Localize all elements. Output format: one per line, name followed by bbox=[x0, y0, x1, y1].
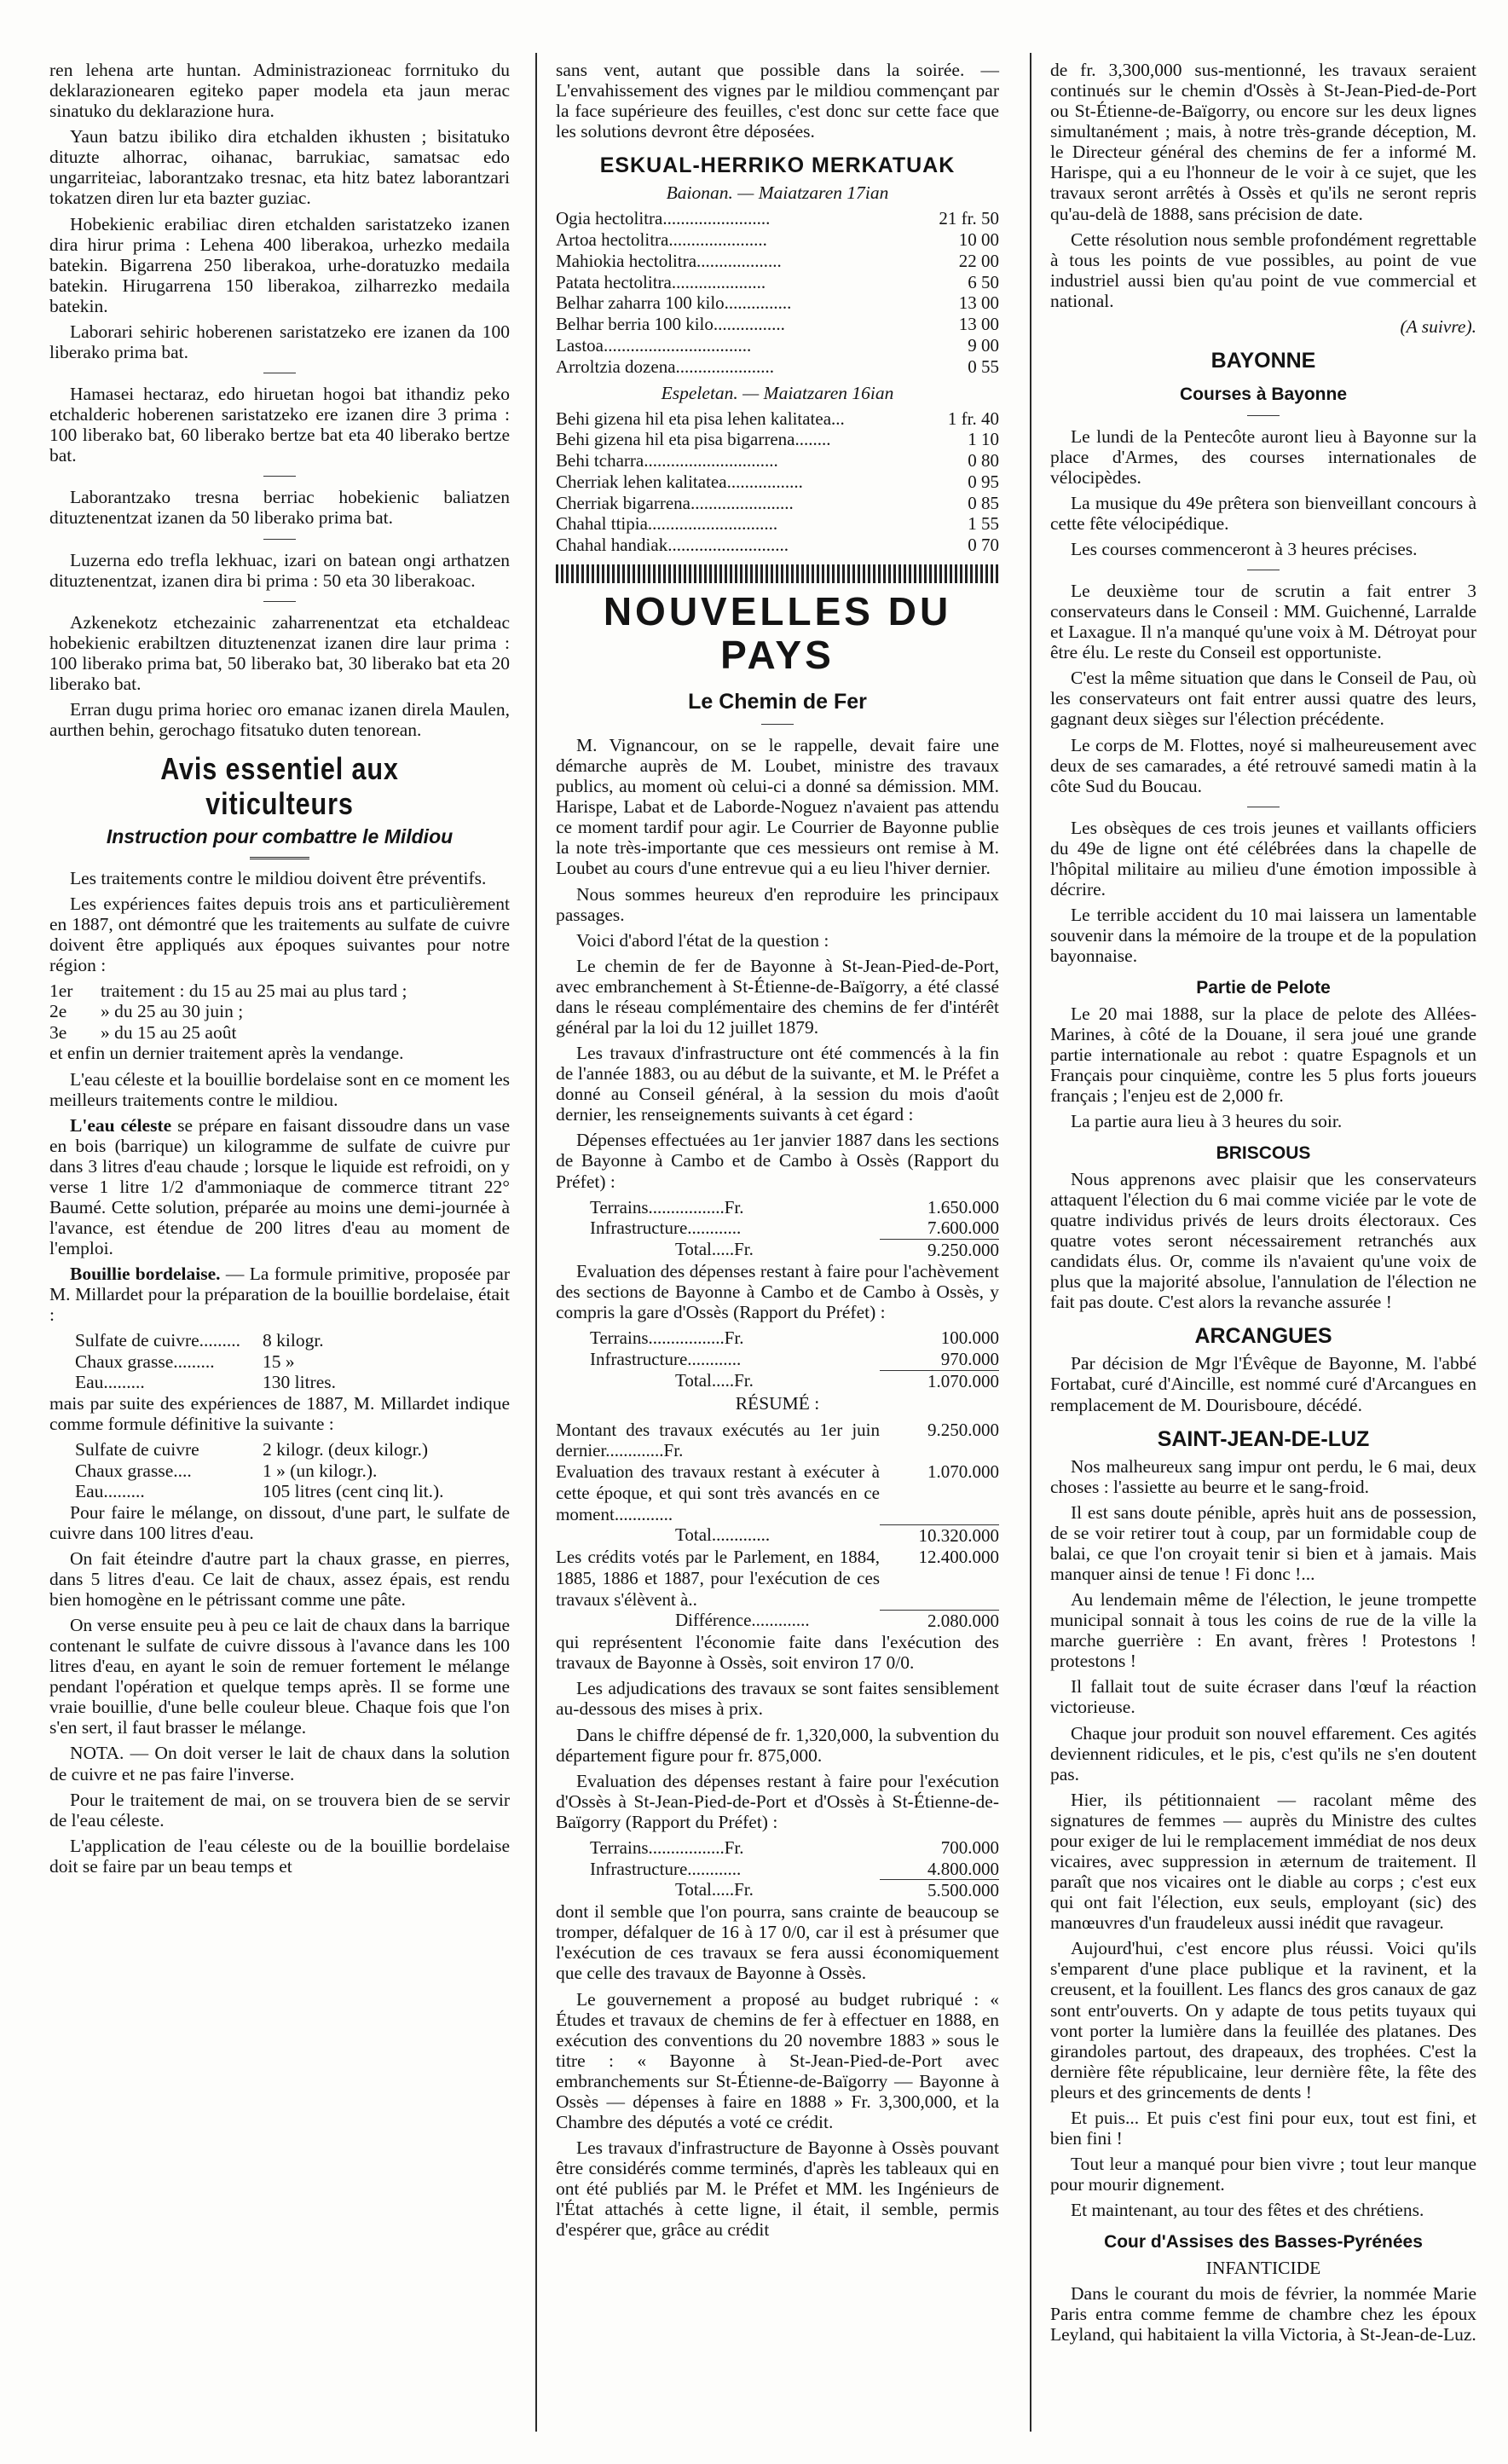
treatment-row: 2e » du 25 au 30 juin ; bbox=[49, 1001, 244, 1022]
paragraph: C'est la même situation que dans le Conseil de Pau, où les conservateurs ont fait entrer aussi quatre des leurs, gagnant deux sièges sur l'élection précédente. bbox=[1050, 668, 1476, 730]
table-total: Total.....Fr. 5.500.000 bbox=[675, 1879, 999, 1901]
price-row: Cherriak lehen kalitatea................. 0 95 bbox=[556, 471, 999, 492]
bold-term: L'eau céleste bbox=[70, 1114, 172, 1136]
paragraph: La musique du 49e prêtera son bienveillant concours à cette fête vélocipédique. bbox=[1050, 492, 1476, 534]
recipe-row: Eau......... 105 litres (cent cinq lit.). bbox=[75, 1481, 444, 1502]
recipe-list bbox=[49, 1330, 510, 1393]
merkatuak-title: ESKUAL-HERRIKO MERKATUAK bbox=[599, 153, 956, 178]
section-title: ARCANGUES bbox=[1194, 1324, 1332, 1349]
table-row: Terrains.................Fr. 1.650.000 bbox=[590, 1196, 999, 1218]
paragraph: Tout leur a manqué pour bien vivre ; tout leur manque pour mourir dignement. bbox=[1050, 2154, 1476, 2195]
paragraph: M. Vignancour, on se le rappelle, devait faire une démarche auprès de M. Loubet, ministre des travaux publics, au moment où celui-ci a donné sa démission. MM. Harispe, Labat et de Laborde-Noguez n'avaient pas attendu ce moment tardif pour agir. Le Courrier de Bayonne publie la note très-importante que ces messieurs ont remise à M. Loubet au cours d'une entrevue qui a eu lieu l'hiver dernier. bbox=[556, 734, 999, 879]
paragraph: dont il semble que l'on pourra, sans crainte de beaucoup se tromper, défalquer de 16 à 17 0/0, car il est à présumer que l'exécution de ces travaux se fera aussi économiquement que celle des travaux de Bayonne à Ossès. bbox=[556, 1901, 999, 1984]
paragraph: Chaque jour produit son nouvel effarement. Ces agités deviennent ridicules, et le pis, c'est qu'ils ne s'en doutent pas. bbox=[1050, 1722, 1476, 1784]
paragraph: Aujourd'hui, c'est encore plus réussi. Voici qu'ils s'emparent d'une place publique et la ravinent, et la creusent, et la fouillent. Les flancs des gros canaux de gaz sont entr'ouverts. On y adapte de tous petits tuyaux qui vont porter la lumière dans la feuillée des platanes. Des girandoles partout, des drapeaux, des trophées. C'est la dernière fête républicaine, leur dernière fête, la fête des pleurs et des grincements de dents ! bbox=[1050, 1938, 1476, 2102]
expense-table bbox=[556, 1420, 999, 1633]
recipe-row: Chaux grasse......... 15 » bbox=[75, 1351, 295, 1372]
section-title: Cour d'Assises des Basses-Pyrénées bbox=[1104, 2232, 1423, 2253]
paragraph: Bouillie bordelaise. — La formule primitive, proposée par M. Millardet pour la préparation de la bouillie bordelaise, était : bbox=[49, 1264, 510, 1326]
table-total: Total.....Fr. 1.070.000 bbox=[675, 1369, 999, 1391]
paragraph: Les traitements contre le mildiou doivent être préventifs. bbox=[70, 867, 487, 888]
paragraph: Pour le traitement de mai, on se trouvera bien de se servir de l'eau céleste. bbox=[49, 1789, 510, 1831]
recipe-row: Sulfate de cuivre......... 8 kilogr. bbox=[75, 1330, 324, 1351]
paragraph: Evaluation des dépenses restant à faire pour l'exécution d'Ossès à St-Jean-Pied-de-Port et d'Ossès à St-Étienne-de-Baïgorry (Rapport du Préfet) : bbox=[556, 1770, 999, 1832]
avis-title: Avis essentiel aux viticulteurs bbox=[160, 751, 399, 821]
paragraph: Le corps de M. Flottes, noyé si malheureusement avec deux de ses camarades, a été retrouvé samedi matin à la côte Sud du Boucau. bbox=[1050, 734, 1476, 796]
separator bbox=[761, 724, 794, 725]
treatment-row: 3e » du 15 au 25 août bbox=[49, 1021, 237, 1043]
recipe-row: Eau......... 130 litres. bbox=[75, 1372, 336, 1393]
bold-term: Bouillie bordelaise. bbox=[70, 1264, 221, 1285]
price-list-baionan bbox=[556, 208, 999, 377]
paragraph: Le terrible accident du 10 mai laissera un lamentable souvenir dans la mémoire de la troupe et de la population bayonnaise. bbox=[1050, 905, 1476, 967]
section-title: BRISCOUS bbox=[1216, 1143, 1311, 1164]
paragraph: L'eau céleste se prépare en faisant dissoudre dans un vase en bois (barrique) un kilogramme de sulfate de cuivre pur dans 3 litres d'eau chaude ; lorsque le liquide est refroidi, on y verse 1 litre 1/2 d'ammoniaque de commerce titrant 22° Baumé. Cette solution, préparée au moins une demi-journée à l'avance, est étendue de 200 litres d'eau au moment de l'emploi. bbox=[49, 1114, 510, 1259]
resume-label: RÉSUMÉ : bbox=[735, 1393, 820, 1414]
expense-table bbox=[556, 1837, 999, 1901]
price-row: Lastoa................................. 9 00 bbox=[556, 334, 999, 356]
price-row: Artoa hectolitra...................... 10 00 bbox=[556, 229, 999, 251]
price-row: Patata hectolitra..................... 6 50 bbox=[556, 271, 999, 292]
price-row: Cherriak bigarrena....................... 0 85 bbox=[556, 492, 999, 513]
nouvelles-title: NOUVELLES DU PAYS bbox=[603, 588, 952, 678]
expense-table bbox=[556, 1327, 999, 1391]
paragraph: Cette résolution nous semble profondément regrettable à tous les points de vue possibles, au point de vue industriel aussi bien qu'au point de vue commercial et national. bbox=[1050, 228, 1476, 311]
paragraph: Il fallait tout de suite écraser dans l'œuf la réaction victorieuse. bbox=[1050, 1676, 1476, 1718]
table-row: Montant des travaux exécutés au 1er juin dernier.............Fr. 9.250.000 bbox=[556, 1419, 999, 1461]
price-list-espeletan bbox=[556, 408, 999, 556]
table-row: Terrains.................Fr. 700.000 bbox=[590, 1836, 999, 1858]
column-rule bbox=[1030, 53, 1031, 2432]
price-row: Behi tcharra.............................. 0 80 bbox=[556, 450, 999, 471]
price-row: Belhar zaharra 100 kilo............... 13 00 bbox=[556, 292, 999, 314]
paragraph: Par décision de Mgr l'Évêque de Bayonne, M. l'abbé Fortabat, curé d'Aincille, est nommé curé d'Arcangues en remplacement de M. Dourisboure, décédé. bbox=[1050, 1353, 1476, 1415]
paragraph: Hamasei hectaraz, edo hiruetan hogoi bat ithandiz peko etchalderic hoberenen saristatzeko ere izanen dire 3 prima : 100 liberako bat, 60 liberako bertze bat eta 40 liberako bertze bat. bbox=[49, 384, 510, 466]
paragraph: ren lehena arte huntan. Administrazioneac forrnituko du deklarazionearen egiteko paper modela eta jaun merac sinatuko du deklarazione hura. bbox=[49, 60, 510, 122]
paragraph: mais par suite des expériences de 1887, M. Millardet indique comme formule définitive la suivante : bbox=[49, 1392, 510, 1435]
market-heading: Espeletan. — Maiatzaren 16ian bbox=[661, 382, 894, 403]
separator bbox=[1247, 415, 1280, 416]
treatment-row: 1er traitement : du 15 au 25 mai au plus tard ; bbox=[49, 980, 407, 1001]
paragraph: Les travaux d'infrastructure de Bayonne à Ossès pouvant être considérés comme terminés, d'après les tableaux qui en ont été publiés par M. le Préfet et MM. les Ingénieurs de l'État attachés à cette ligne, il était, il semble, permis d'espérer que, grâce au crédit bbox=[556, 2137, 999, 2241]
expense-table bbox=[556, 1197, 999, 1261]
section-subtitle: INFANTICIDE bbox=[1205, 2257, 1321, 2278]
treatment-list bbox=[49, 980, 510, 1044]
title-underline bbox=[250, 857, 309, 859]
paragraph: Azkenekotz etchezainic zaharrenentzat eta etchaldeac hobekienic erabiltzen dituztenenzat izanen dire laur prima : 100 liberako prima bat, 50 liberako bat, 30 liberako bat eta 20 liberako bat. bbox=[49, 611, 510, 694]
paragraph: Et puis... Et puis c'est fini pour eux, tout est fini, et bien fini ! bbox=[1050, 2107, 1476, 2149]
price-row: Chahal handiak........................... 0 70 bbox=[556, 535, 999, 556]
paragraph: Yaun batzu ibiliko dira etchalden ikhusten ; bisitatuko dituzte alhorrac, oihanac, barrukiac, samatsac edo ungarriteiac, laborantzako tresnac, eta hitz batez laborantzari tokatzen diren lur eta bazter guziac. bbox=[49, 126, 510, 209]
paragraph: Au lendemain même de l'élection, le jeune trompette municipal sonnait à tous les coins de rue de la ville la marche guerrière : En avant, frères ! Protestons ! protestons ! bbox=[1050, 1589, 1476, 1672]
separator bbox=[263, 539, 296, 540]
table-row: Infrastructure............ 970.000 bbox=[590, 1348, 999, 1369]
paragraph: Hier, ils pétitionnaient — racolant même des signatures de femmes — auprès du Ministre des cultes pour exiger de lui le remplacement immédiat de nos deux vicaires, avec suppression in æternum de traitement. Il paraît que nos vicaires ont le diable au corps ; c'est eux qui ont fait l'élection, eux seuls, employant (sic) des manœuvres d'un fraudeleux aussi inédit que ravageur. bbox=[1050, 1789, 1476, 1934]
paragraph: Le gouvernement a proposé au budget rubriqué : « Études et travaux de chemins de fer à effectuer en 1888, en exécution des conventions du 20 novembre 1883 » sous le titre : « Bayonne à St-Jean-Pied-de-Port avec embranchements sur St-Étienne-de-Baïgorry — Bayonne à Ossès — dépenses à faire en 1888 » Fr. 3,300,000, et la Chambre des députés a voté ce crédit. bbox=[556, 1988, 999, 2132]
avis-subtitle: Instruction pour combattre le Mildiou bbox=[106, 824, 454, 847]
section-title: Partie de Pelote bbox=[1196, 978, 1331, 998]
ornamental-rule bbox=[556, 564, 999, 583]
paragraph: Et maintenant, au tour des fêtes et des chrétiens. bbox=[1071, 2200, 1424, 2221]
paragraph: Hobekienic erabiliac diren etchalden saristatzeko izanen dira hirur prima : Lehena 400 liberakoa, urhezko medaila batekin. Bigarrena 250 liberakoa, urhe-doratuzko medaila batekin. Hirugarrena 150 liberakoa, zilharrezko medaila batekin. bbox=[49, 213, 510, 316]
column-rule bbox=[535, 53, 537, 2432]
paragraph: Erran dugu prima horiec oro emanac izanen direla Maulen, aurthen behin, gerochago fitsatuko duten tenorean. bbox=[49, 699, 510, 741]
recipe-row: Sulfate de cuivre 2 kilogr. (deux kilogr.) bbox=[75, 1439, 429, 1460]
paragraph: On verse ensuite peu à peu ce lait de chaux dans la barrique contenant le sulfate de cuivre dissous à l'avance dans les 100 litres d'eau, en ayant le soin de remuer fortement le mélange pendant l'opération et quelque temps après. Il se forme une vraie bouillie, d'une belle couleur bleue. Chaque fois que l'on s'en sert, il faut brasser le mélange. bbox=[49, 1615, 510, 1738]
paragraph: Laborari sehiric hoberenen saristatzeko ere izanen da 100 liberako prima bat. bbox=[49, 321, 510, 363]
paragraph: Luzerna edo trefla lekhuac, izari on batean ongi arthatzen dituztenentzat, izanen dira bi prima : 50 eta 30 liberakoac. bbox=[49, 549, 510, 591]
paragraph: Pour faire le mélange, on dissout, d'une part, le sulfate de cuivre dans 100 litres d'eau. bbox=[49, 1501, 510, 1543]
paragraph: NOTA. — On doit verser le lait de chaux dans la solution de cuivre et ne pas faire l'inverse. bbox=[49, 1743, 510, 1784]
section-subtitle: Courses à Bayonne bbox=[1179, 385, 1348, 405]
paragraph: Voici d'abord l'état de la question : bbox=[576, 929, 829, 951]
paragraph: Evaluation des dépenses restant à faire pour l'achèvement des sections de Bayonne à Cambo et de Cambo à Ossès, y compris la gare d'Ossès (Rapport du Préfet) : bbox=[556, 1260, 999, 1323]
paragraph: L'application de l'eau céleste ou de la bouillie bordelaise doit se faire par un beau temps et bbox=[49, 1835, 510, 1877]
table-row: Les crédits votés par le Parlement, en 1884, 1885, 1886 et 1887, pour l'exécution de ces travaux s'élèvent à.. 12.400.000 bbox=[556, 1547, 999, 1610]
paragraph: Dépenses effectuées au 1er janvier 1887 dans les sections de Bayonne à Cambo et de Cambo à Ossès (Rapport du Préfet) : bbox=[556, 1130, 999, 1192]
paragraph: Nous sommes heureux d'en reproduire les principaux passages. bbox=[556, 883, 999, 925]
a-suivre: (A suivre). bbox=[1400, 315, 1476, 337]
paragraph: sans vent, autant que possible dans la soirée. — L'envahissement des vignes par le mildiou commençant par la face supérieure des feuilles, c'est donc sur cette face que les solutions devront être déposées. bbox=[556, 60, 999, 142]
table-total: Différence............. 2.080.000 bbox=[675, 1610, 999, 1632]
paragraph: Dans le courant du mois de février, la nommée Marie Paris entra comme femme de chambre chez les époux Leyland, qui habitaient la villa Victoria, à St-Jean-de-Luz. bbox=[1050, 2282, 1476, 2345]
table-row: Infrastructure............ 4.800.000 bbox=[590, 1858, 999, 1879]
paragraph: Nos malheureux sang impur ont perdu, le 6 mai, deux choses : l'assiette au beurre et le sang-froid. bbox=[1050, 1455, 1476, 1497]
paragraph: La partie aura lieu à 3 heures du soir. bbox=[1071, 1111, 1343, 1132]
recipe-list bbox=[49, 1439, 510, 1502]
paragraph: de fr. 3,300,000 sus-mentionné, les travaux seraient continués sur le chemin d'Ossès à St-Jean-Pied-de-Port ou St-Étienne-de-Baïgorry, ou encore sur les deux lignes simultanément ; mais, à notre très-grande déception, M. le Directeur général des chemins de fer a informé M. Harispe, qui a eu l'honneur de le voir à ce sujet, que les travaux seront arrêtés à Ossès et qu'ils ne seront repris qu'au-delà de 1888, sans précision de date. bbox=[1050, 60, 1476, 224]
table-total: Total............. 10.320.000 bbox=[675, 1524, 999, 1547]
paragraph: Nous apprenons avec plaisir que les conservateurs attaquent l'élection du 6 mai comme viciée par le vote de quatre individus privés de leurs droits électoraux. Ces quatre votes seront nécessairement retranchés aux candidats élus. Or, comme ils n'avaient qu'une voix de plus que la majorité absolue, l'annulation de l'élection ne fait pas doute. C'est alors la revanche assurée ! bbox=[1050, 1168, 1476, 1313]
paragraph: Les adjudications des travaux se sont faites sensiblement au-dessous des mises à prix. bbox=[556, 1678, 999, 1720]
paragraph: L'eau céleste et la bouillie bordelaise sont en ce moment les meilleurs traitements contre le mildiou. bbox=[49, 1068, 510, 1110]
column-2 bbox=[556, 60, 999, 2245]
section-title: Le Chemin de Fer bbox=[688, 689, 867, 714]
paragraph: Le deuxième tour de scrutin a fait entrer 3 conservateurs dans le Conseil : MM. Guichenné, Larralde et Laxague. Il n'a manqué qu'une voix à M. Détroyat pour être élu. Le reste du Conseil est opportuniste. bbox=[1050, 581, 1476, 663]
section-title: BAYONNE bbox=[1210, 349, 1316, 373]
paragraph: qui représentent l'économie faite dans l'exécution des travaux de Bayonne à Ossès, soit environ 17 0/0. bbox=[556, 1632, 999, 1674]
price-row: Belhar berria 100 kilo................ 13 00 bbox=[556, 314, 999, 335]
separator bbox=[263, 476, 296, 477]
paragraph: et enfin un dernier traitement après la vendange. bbox=[49, 1043, 404, 1064]
recipe-row: Chaux grasse.... 1 » (un kilogr.). bbox=[75, 1460, 378, 1481]
paragraph: Dans le chiffre dépensé de fr. 1,320,000, la subvention du département figure pour fr. 875,000. bbox=[556, 1724, 999, 1766]
column-1 bbox=[49, 60, 510, 1882]
table-row: Terrains.................Fr. 100.000 bbox=[590, 1327, 999, 1349]
paragraph: Le chemin de fer de Bayonne à St-Jean-Pied-de-Port, avec embranchement à St-Étienne-de-Baïgorry, a été classé dans le réseau complémentaire des chemins de fer d'intérêt général par la loi du 12 juillet 1879. bbox=[556, 955, 999, 1038]
section-title: SAINT-JEAN-DE-LUZ bbox=[1157, 1426, 1370, 1451]
separator bbox=[263, 601, 296, 602]
price-row: Behi gizena hil eta pisa lehen kalitatea... 1 fr. 40 bbox=[556, 408, 999, 429]
paragraph: On fait éteindre d'autre part la chaux grasse, en pierres, dans 5 litres d'eau. Ce lait de chaux, assez épais, est rendu bien homogène en le pétrissant comme une pâte. bbox=[49, 1547, 510, 1610]
paragraph: Laborantzako tresna berriac hobekienic baliatzen dituztenentzat izanen da 50 liberako prima bat. bbox=[49, 487, 510, 529]
table-total: Total.....Fr. 9.250.000 bbox=[675, 1239, 999, 1261]
table-row: Evaluation des travaux restant à exécuter à cette époque, et qui sont très avancés en ce moment............. 1.070.000 bbox=[556, 1461, 999, 1524]
paragraph: Il est sans doute pénible, après huit ans de possession, de se voir retirer tout à coup, par un formidable coup de balai, ce que l'on croyait tenir si bien et à jamais. Mais manquer ainsi de tenue ! Fi donc !... bbox=[1050, 1501, 1476, 1584]
paragraph: Les expériences faites depuis trois ans et particulièrement en 1887, ont démontré que les traitements au sulfate de cuivre doivent être appliqués aux époques suivantes pour notre région : bbox=[49, 893, 510, 975]
price-row: Mahiokia hectolitra................... 22 00 bbox=[556, 250, 999, 271]
paragraph: Le 20 mai 1888, sur la place de pelote des Allées-Marines, à côté de la Douane, il sera joué une grande partie internationale au rebot : quatre Espagnols et un Français pour cinquième, contre les 5 plus forts joueurs français ; l'enjeu est de 2,000 fr. bbox=[1050, 1003, 1476, 1107]
market-heading: Baionan. — Maiatzaren 17ian bbox=[666, 182, 889, 204]
paragraph: Les courses commenceront à 3 heures précises. bbox=[1071, 538, 1418, 559]
price-row: Ogia hectolitra........................ 21 fr. 50 bbox=[556, 208, 999, 229]
price-row: Behi gizena hil eta pisa bigarrena........ 1 10 bbox=[556, 429, 999, 450]
paragraph: Les obsèques de ces trois jeunes et vaillants officiers du 49e de ligne ont été célébrées dans la chapelle de l'hôpital militaire au milieu d'une émotion impossible à décrire. bbox=[1050, 817, 1476, 900]
price-row: Chahal ttipia............................. 1 55 bbox=[556, 513, 999, 535]
paragraph: Les travaux d'infrastructure ont été commencés à la fin de l'année 1883, ou au début de la suivante, et M. le Préfet a donné au Conseil général, à la session du mois d'août dernier, les renseignements suivants à cet égard : bbox=[556, 1043, 999, 1125]
column-3 bbox=[1050, 60, 1476, 2350]
price-row: Arroltzia dozena...................... 0 55 bbox=[556, 356, 999, 377]
table-row: Infrastructure............ 7.600.000 bbox=[590, 1218, 999, 1239]
paragraph: Le lundi de la Pentecôte auront lieu à Bayonne sur la place d'Armes, des courses internationales de vélocipèdes. bbox=[1050, 425, 1476, 488]
